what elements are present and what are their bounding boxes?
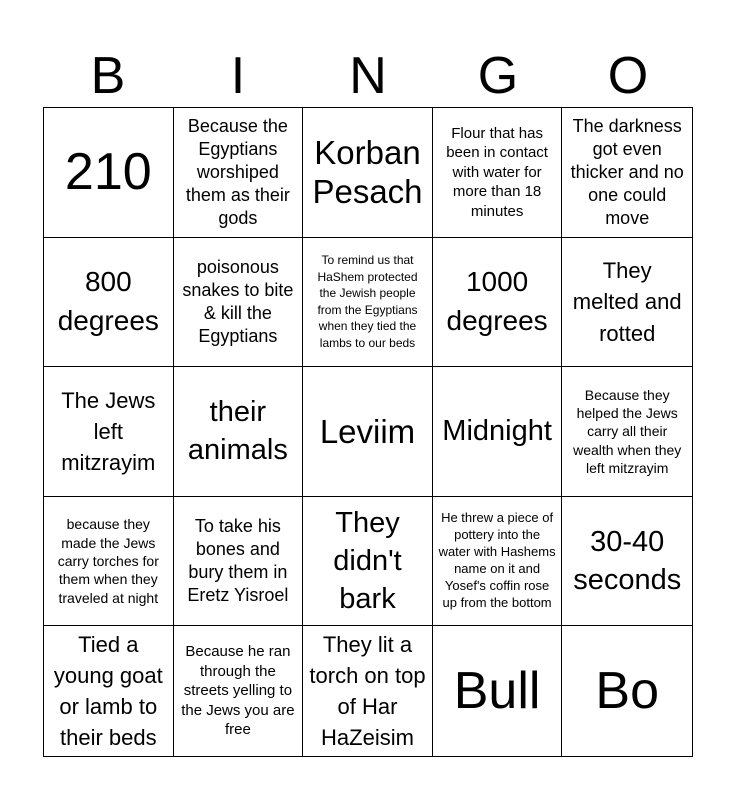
header-letter-n: N (349, 47, 387, 105)
bingo-cell[interactable]: Flour that has been in contact with water for more than 18 minutes (433, 108, 563, 238)
bingo-header (43, 40, 693, 108)
bingo-cell[interactable]: He threw a piece of pottery into the water with Hashems name on it and Yosef's coffin rose up from the bottom (433, 497, 563, 627)
header-letter-o: O (607, 47, 649, 105)
bingo-cell[interactable]: They didn't bark (303, 497, 433, 627)
bingo-cell[interactable]: The darkness got even thicker and no one could move (562, 108, 692, 238)
bingo-cell[interactable]: Korban Pesach (303, 108, 433, 238)
bingo-cell[interactable]: 800 degrees (44, 238, 174, 368)
bingo-cell[interactable]: Bull (433, 626, 563, 756)
bingo-cell[interactable]: To remind us that HaShem protected the Jewish people from the Egyptians when they tied the lambs to our beds (303, 238, 433, 368)
bingo-cell[interactable]: because they made the Jews carry torches for them when they traveled at night (44, 497, 174, 627)
bingo-cell[interactable]: Because he ran through the streets yelling to the Jews you are free (174, 626, 304, 756)
bingo-cell[interactable]: To take his bones and bury them in Eretz Yisroel (174, 497, 304, 627)
header-letter-g: G (477, 47, 519, 105)
bingo-cell[interactable]: 1000 degrees (433, 238, 563, 368)
bingo-cell[interactable]: 30-40 seconds (562, 497, 692, 627)
bingo-cell[interactable]: poisonous snakes to bite & kill the Egyptians (174, 238, 304, 368)
bingo-cell[interactable]: 210 (44, 108, 174, 238)
bingo-cell[interactable]: Midnight (433, 367, 563, 497)
bingo-cell[interactable]: They melted and rotted (562, 238, 692, 368)
bingo-cell[interactable]: their animals (174, 367, 304, 497)
bingo-cell[interactable]: Leviim (303, 367, 433, 497)
header-letter-b: B (90, 47, 126, 105)
bingo-cell[interactable]: Because they helped the Jews carry all their wealth when they left mitzrayim (562, 367, 692, 497)
header-letter-i: I (230, 47, 246, 105)
bingo-cell[interactable]: Because the Egyptians worshiped them as their gods (174, 108, 304, 238)
bingo-board (43, 107, 693, 757)
bingo-cell[interactable]: Bo (595, 661, 659, 720)
bingo-cell[interactable]: They lit a torch on top of Har HaZeisim (303, 626, 433, 756)
bingo-cell[interactable]: The Jews left mitzrayim (44, 367, 174, 497)
bingo-cell[interactable]: Tied a young goat or lamb to their beds (44, 626, 174, 756)
